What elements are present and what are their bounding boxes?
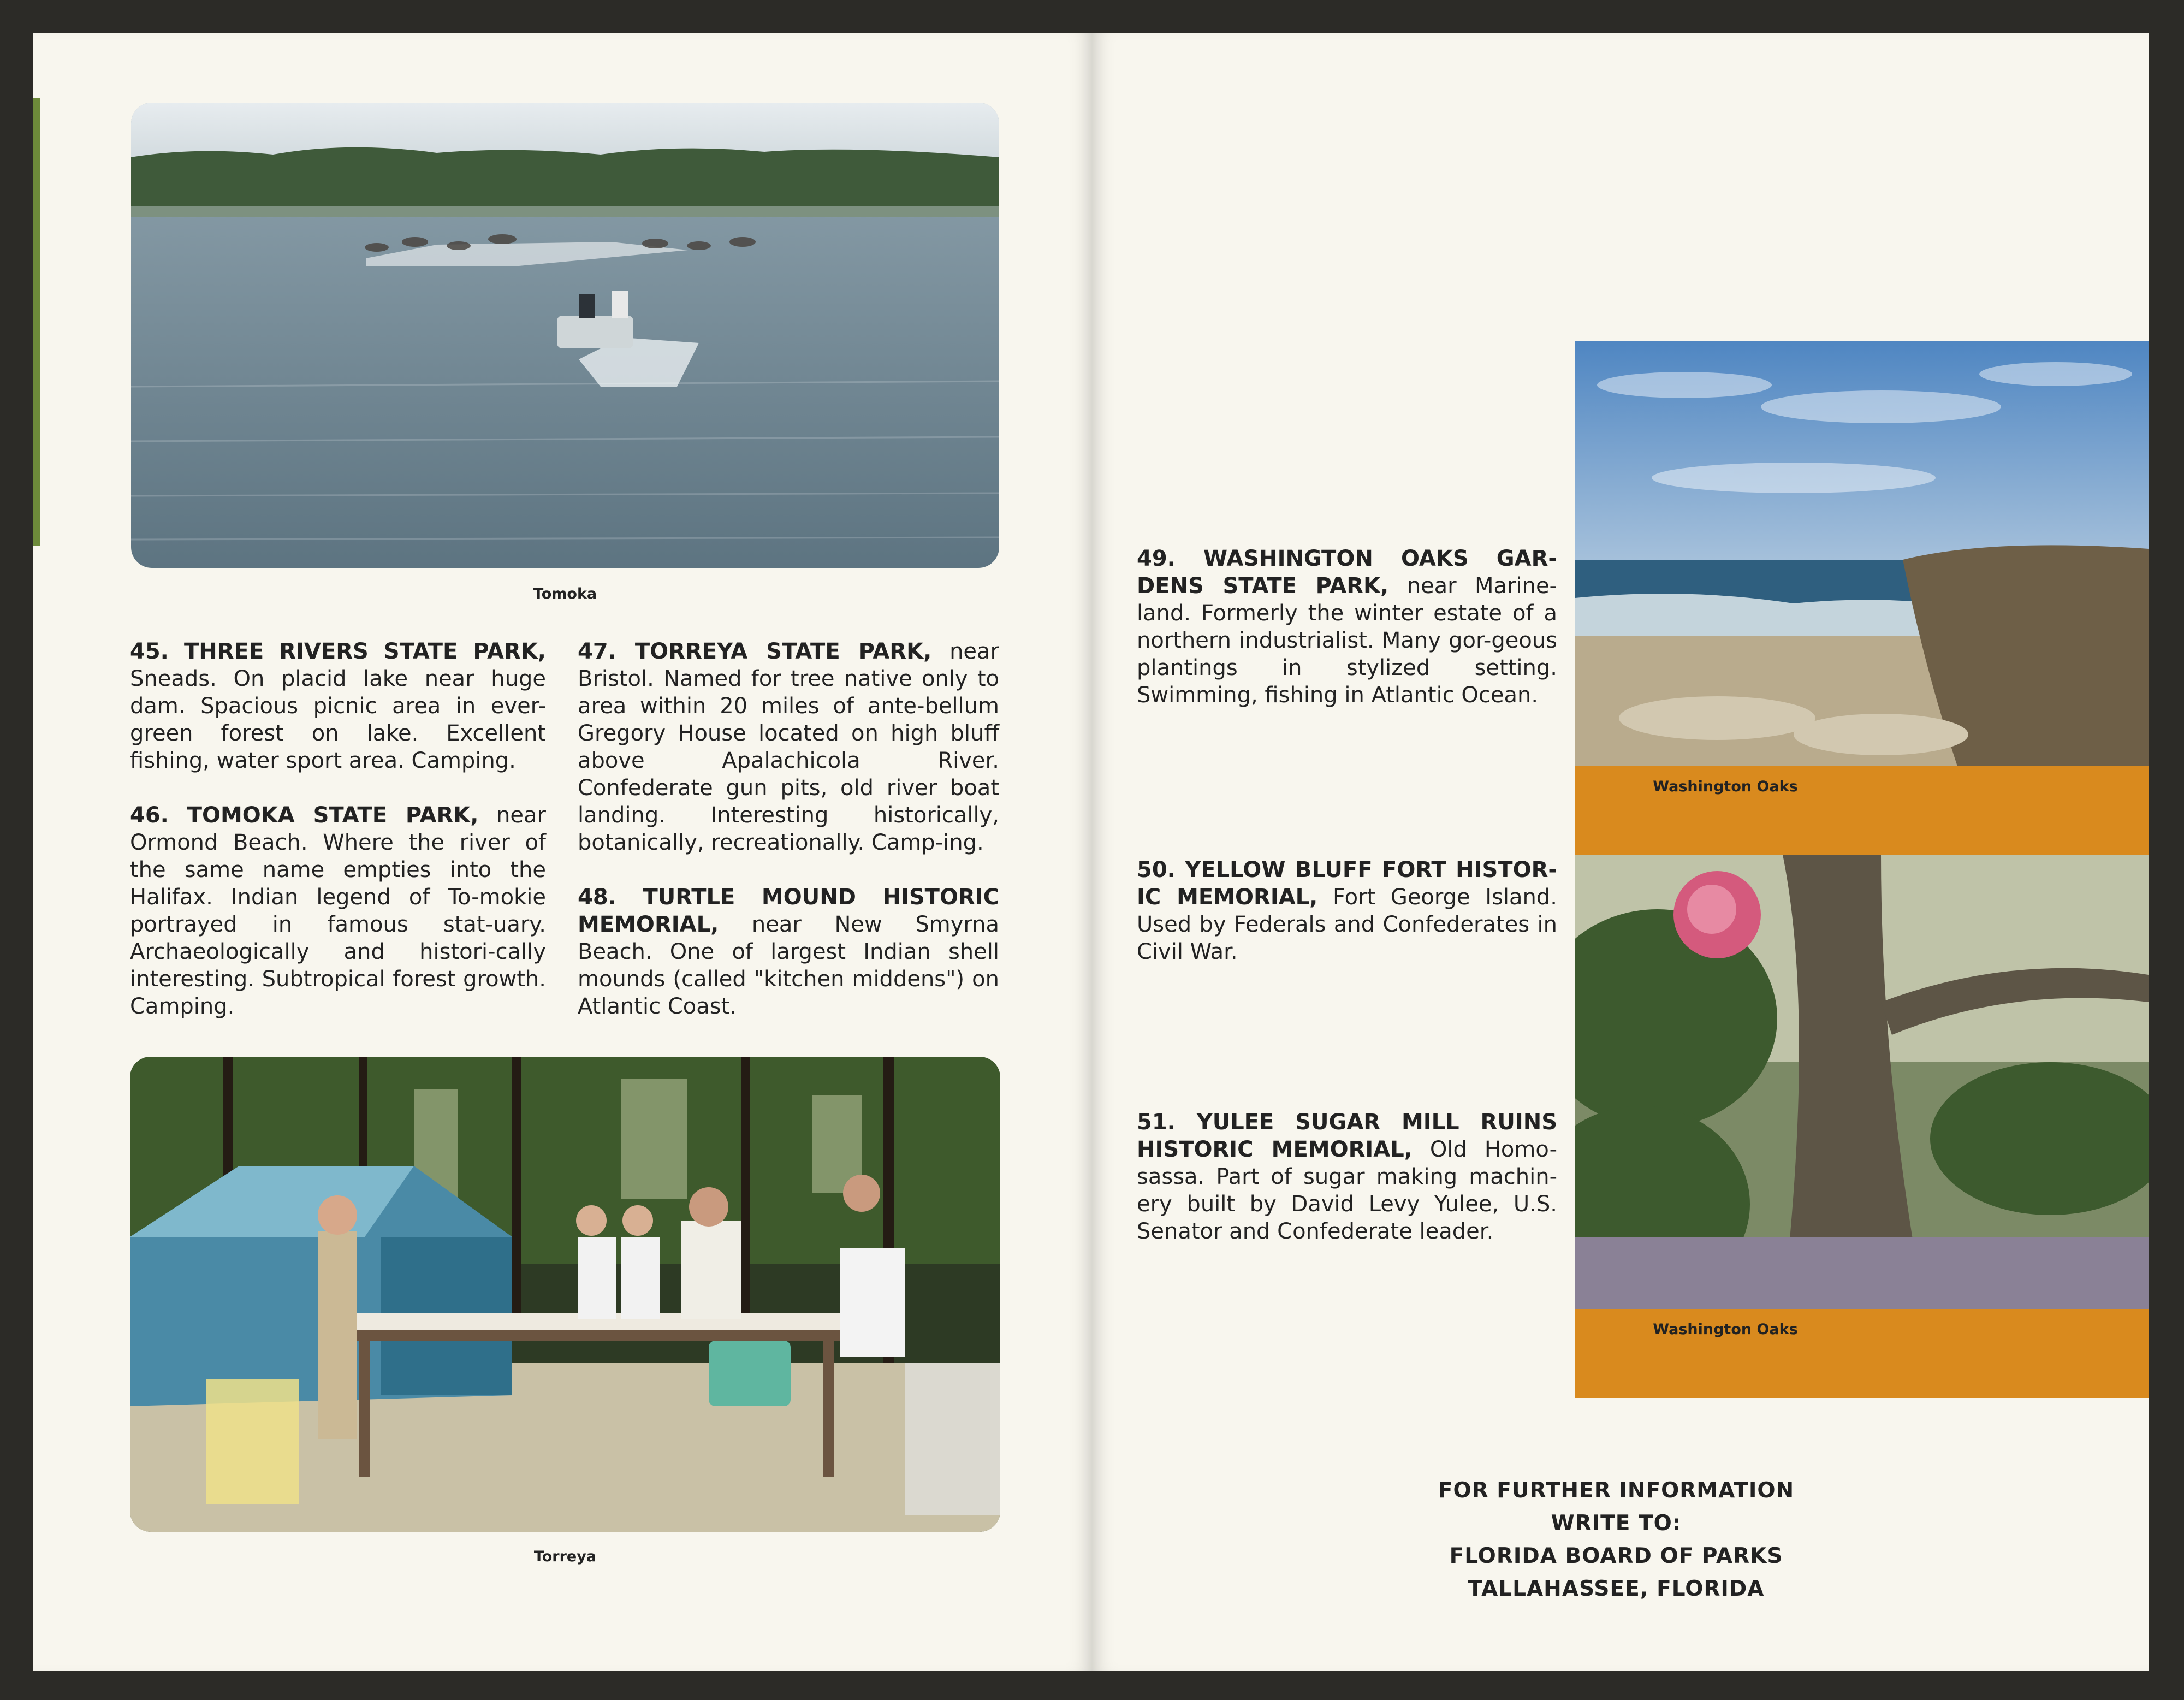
entry-51-body: Old Homo-sassa. Part of sugar making machin-ery built by David Levy Yulee, U.S. Senator and Confederate leader.	[1137, 1137, 1557, 1244]
tomoka-photo	[131, 103, 999, 568]
entry-47-body: near Bristol. Named for tree native only to area within 20 miles of ante-bellum Gregory House located on high bluff above Apalachicola River. Confederate gun pits, old river boat landing. Interesting historically, botanically, recreationally. Camp-ing.	[578, 639, 999, 855]
entry-49-heading: 49. WASHINGTON OAKS GAR-DENS STATE PARK,	[1137, 546, 1557, 599]
entry-45-heading: 45. THREE RIVERS STATE PARK,	[130, 639, 546, 664]
contact-line-4: TALLAHASSEE, FLORIDA	[1468, 1577, 1765, 1601]
entry-45-body: Sneads. On placid lake near huge dam. Spacious picnic area in ever-green forest on lake. Excellent fishing, water sport area. Camping.	[130, 666, 546, 773]
contact-line-1: FOR FURTHER INFORMATION	[1438, 1478, 1795, 1503]
washington-oaks-garden-photo	[1575, 855, 2149, 1309]
washington-oaks-caption-bottom: Washington Oaks	[1653, 1321, 1798, 1338]
entry-49-body: near Marine-land. Formerly the winter estate of a northern industrialist. Many gor-geous plantings in stylized setting. Swimming, fishing in Atlantic Ocean.	[1137, 573, 1557, 708]
entry-45	[130, 638, 546, 774]
green-page-edge	[33, 98, 40, 546]
entry-46-heading: 46. TOMOKA STATE PARK,	[130, 803, 479, 828]
entry-50	[1137, 856, 1557, 965]
caption-band-top	[1575, 766, 2149, 855]
entry-48-body: near New Smyrna Beach. One of largest Indian shell mounds (called "kitchen middens") on Atlantic Coast.	[578, 912, 999, 1019]
entry-47	[578, 638, 999, 856]
entry-47-heading: 47. TORREYA STATE PARK,	[578, 639, 932, 664]
entry-50-body: Fort George Island. Used by Federals and Confederates in Civil War.	[1137, 885, 1557, 964]
entry-46-body: near Ormond Beach. Where the river of the same name empties into the Halifax. Indian legend of To-mokie portrayed in famous stat-uary. Archaeologically and histori-cally interesting. Subtropical forest growth. Camping.	[130, 803, 546, 1019]
entry-46	[130, 802, 546, 1020]
contact-line-3: FLORIDA BOARD OF PARKS	[1449, 1544, 1783, 1568]
washington-oaks-coast-photo	[1575, 341, 2149, 766]
contact-block	[1398, 1474, 1835, 1606]
entry-49	[1137, 545, 1557, 709]
entry-48-heading: 48. TURTLE MOUND HISTORIC MEMORIAL,	[578, 885, 999, 937]
entry-50-heading: 50. YELLOW BLUFF FORT HISTOR-IC MEMORIAL,	[1137, 857, 1557, 910]
torreya-caption: Torreya	[533, 1548, 597, 1565]
entry-51-heading: 51. YULEE SUGAR MILL RUINS HISTORIC MEMORIAL,	[1137, 1110, 1557, 1162]
caption-band-bottom	[1575, 1309, 2149, 1398]
torreya-photo	[130, 1057, 1000, 1532]
contact-line-2: WRITE TO:	[1551, 1511, 1682, 1536]
tomoka-caption: Tomoka	[533, 585, 597, 602]
entry-48	[578, 884, 999, 1020]
washington-oaks-caption-top: Washington Oaks	[1653, 778, 1798, 795]
entry-51	[1137, 1109, 1557, 1245]
